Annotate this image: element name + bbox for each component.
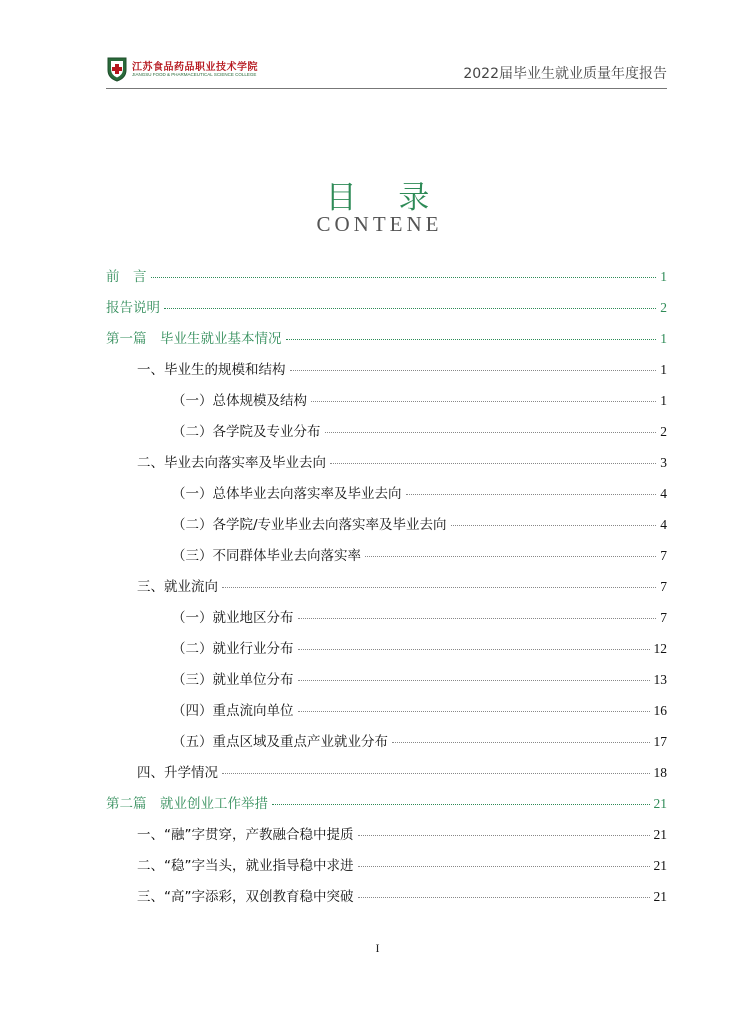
toc-dot-leader bbox=[365, 556, 656, 557]
toc-entry-label: （四）重点流向单位 bbox=[172, 703, 294, 719]
toc-entry[interactable] bbox=[106, 792, 667, 816]
toc-dot-leader bbox=[311, 401, 656, 402]
toc-entry-page: 7 bbox=[660, 610, 667, 625]
toc-entry-label: （三）就业单位分布 bbox=[172, 672, 294, 688]
toc-entry[interactable] bbox=[172, 699, 667, 723]
toc-entry[interactable] bbox=[137, 575, 667, 599]
page-subtitle: CONTENE bbox=[316, 212, 443, 236]
toc-entry-label: 报告说明 bbox=[106, 300, 160, 316]
toc-entry-page: 2 bbox=[660, 424, 667, 439]
school-name: 江苏食品药品职业技术学院 bbox=[132, 62, 258, 73]
toc-entry-label: 一、毕业生的规模和结构 bbox=[137, 362, 286, 378]
toc-entry-label: （二）各学院及专业分布 bbox=[172, 424, 321, 440]
toc-entry-page: 4 bbox=[660, 486, 667, 501]
toc-entry-page: 1 bbox=[660, 269, 667, 284]
toc-entry-page: 1 bbox=[660, 362, 667, 377]
toc-entry-label: （五）重点区域及重点产业就业分布 bbox=[172, 734, 388, 750]
toc-entry[interactable] bbox=[172, 513, 667, 537]
toc-entry-page: 2 bbox=[660, 300, 667, 315]
toc-entry-page: 12 bbox=[653, 641, 667, 656]
page-title: 目 录 bbox=[325, 180, 446, 216]
toc-entry-page: 21 bbox=[653, 796, 667, 811]
toc-entry-page: 17 bbox=[653, 734, 667, 749]
toc-dot-leader bbox=[298, 618, 657, 619]
toc-dot-leader bbox=[298, 711, 650, 712]
toc-entry-page: 21 bbox=[653, 827, 667, 842]
toc-entry[interactable] bbox=[172, 637, 667, 661]
page-header bbox=[106, 52, 667, 89]
toc-dot-leader bbox=[151, 277, 657, 278]
toc-entry[interactable] bbox=[172, 482, 667, 506]
toc-dot-leader bbox=[451, 525, 657, 526]
toc-entry[interactable] bbox=[137, 854, 667, 878]
toc-entry-label: （一）总体规模及结构 bbox=[172, 393, 307, 409]
toc-entry-label: 第一篇 毕业生就业基本情况 bbox=[106, 331, 282, 347]
toc-entry-page: 13 bbox=[653, 672, 667, 687]
toc-entry[interactable] bbox=[137, 358, 667, 382]
school-name-english: JIANGSU FOOD & PHARMACEUTICAL SCIENCE COLLEGE bbox=[132, 72, 257, 77]
toc-dot-leader bbox=[272, 804, 650, 805]
toc-entry-page: 1 bbox=[660, 331, 667, 346]
toc-entry-label: （一）就业地区分布 bbox=[172, 610, 294, 626]
toc-dot-leader bbox=[222, 773, 650, 774]
toc-entry-label: （三）不同群体毕业去向落实率 bbox=[172, 548, 361, 564]
toc-entry[interactable] bbox=[172, 420, 667, 444]
toc-entry-page: 7 bbox=[660, 548, 667, 563]
toc-entry[interactable] bbox=[172, 389, 667, 413]
toc-entry[interactable] bbox=[106, 296, 667, 320]
toc-entry-page: 21 bbox=[653, 858, 667, 873]
toc-dot-leader bbox=[298, 680, 650, 681]
toc-dot-leader bbox=[222, 587, 656, 588]
school-emblem-icon bbox=[106, 56, 128, 82]
toc-dot-leader bbox=[358, 835, 650, 836]
toc-entry-label: 二、“稳”字当头，就业指导稳中求进 bbox=[137, 858, 354, 874]
toc-entry-label: 一、“融”字贯穿，产教融合稳中提质 bbox=[137, 827, 354, 843]
toc-entry-label: 三、“高”字添彩，双创教育稳中突破 bbox=[137, 889, 354, 905]
toc-entry[interactable] bbox=[172, 606, 667, 630]
toc-entry[interactable] bbox=[106, 265, 667, 289]
toc-entry-page: 4 bbox=[660, 517, 667, 532]
toc-entry-label: 四、升学情况 bbox=[137, 765, 218, 781]
toc-entry[interactable] bbox=[137, 451, 667, 475]
toc-dot-leader bbox=[330, 463, 656, 464]
toc-dot-leader bbox=[164, 308, 656, 309]
toc-entry-page: 1 bbox=[660, 393, 667, 408]
toc-dot-leader bbox=[392, 742, 650, 743]
toc-dot-leader bbox=[325, 432, 657, 433]
toc-entry[interactable] bbox=[137, 823, 667, 847]
toc-entry-label: （二）各学院/专业毕业去向落实率及毕业去向 bbox=[172, 517, 447, 533]
toc-entry[interactable] bbox=[172, 668, 667, 692]
toc-entry-page: 3 bbox=[660, 455, 667, 470]
toc-dot-leader bbox=[406, 494, 657, 495]
toc-entry-page: 7 bbox=[660, 579, 667, 594]
report-title: 2022届毕业生就业质量年度报告 bbox=[463, 66, 667, 82]
toc-dot-leader bbox=[358, 897, 650, 898]
toc-dot-leader bbox=[358, 866, 650, 867]
toc-entry-label: 前 言 bbox=[106, 269, 147, 285]
toc-entry-page: 21 bbox=[653, 889, 667, 904]
toc-entry-label: 二、毕业去向落实率及毕业去向 bbox=[137, 455, 326, 471]
toc-entry[interactable] bbox=[137, 885, 667, 909]
toc-dot-leader bbox=[290, 370, 657, 371]
toc-dot-leader bbox=[286, 339, 657, 340]
toc-entry-page: 16 bbox=[653, 703, 667, 718]
toc-entry-label: 三、就业流向 bbox=[137, 579, 218, 595]
toc-entry-label: 第二篇 就业创业工作举措 bbox=[106, 796, 268, 812]
toc-entry[interactable] bbox=[106, 327, 667, 351]
page-number: I bbox=[375, 941, 380, 955]
toc-entry-page: 18 bbox=[653, 765, 667, 780]
toc-entry-label: （二）就业行业分布 bbox=[172, 641, 294, 657]
toc-dot-leader bbox=[298, 649, 650, 650]
toc-entry-label: （一）总体毕业去向落实率及毕业去向 bbox=[172, 486, 402, 502]
toc-entry[interactable] bbox=[137, 761, 667, 785]
toc-entry[interactable] bbox=[172, 730, 667, 754]
toc-entry[interactable] bbox=[172, 544, 667, 568]
